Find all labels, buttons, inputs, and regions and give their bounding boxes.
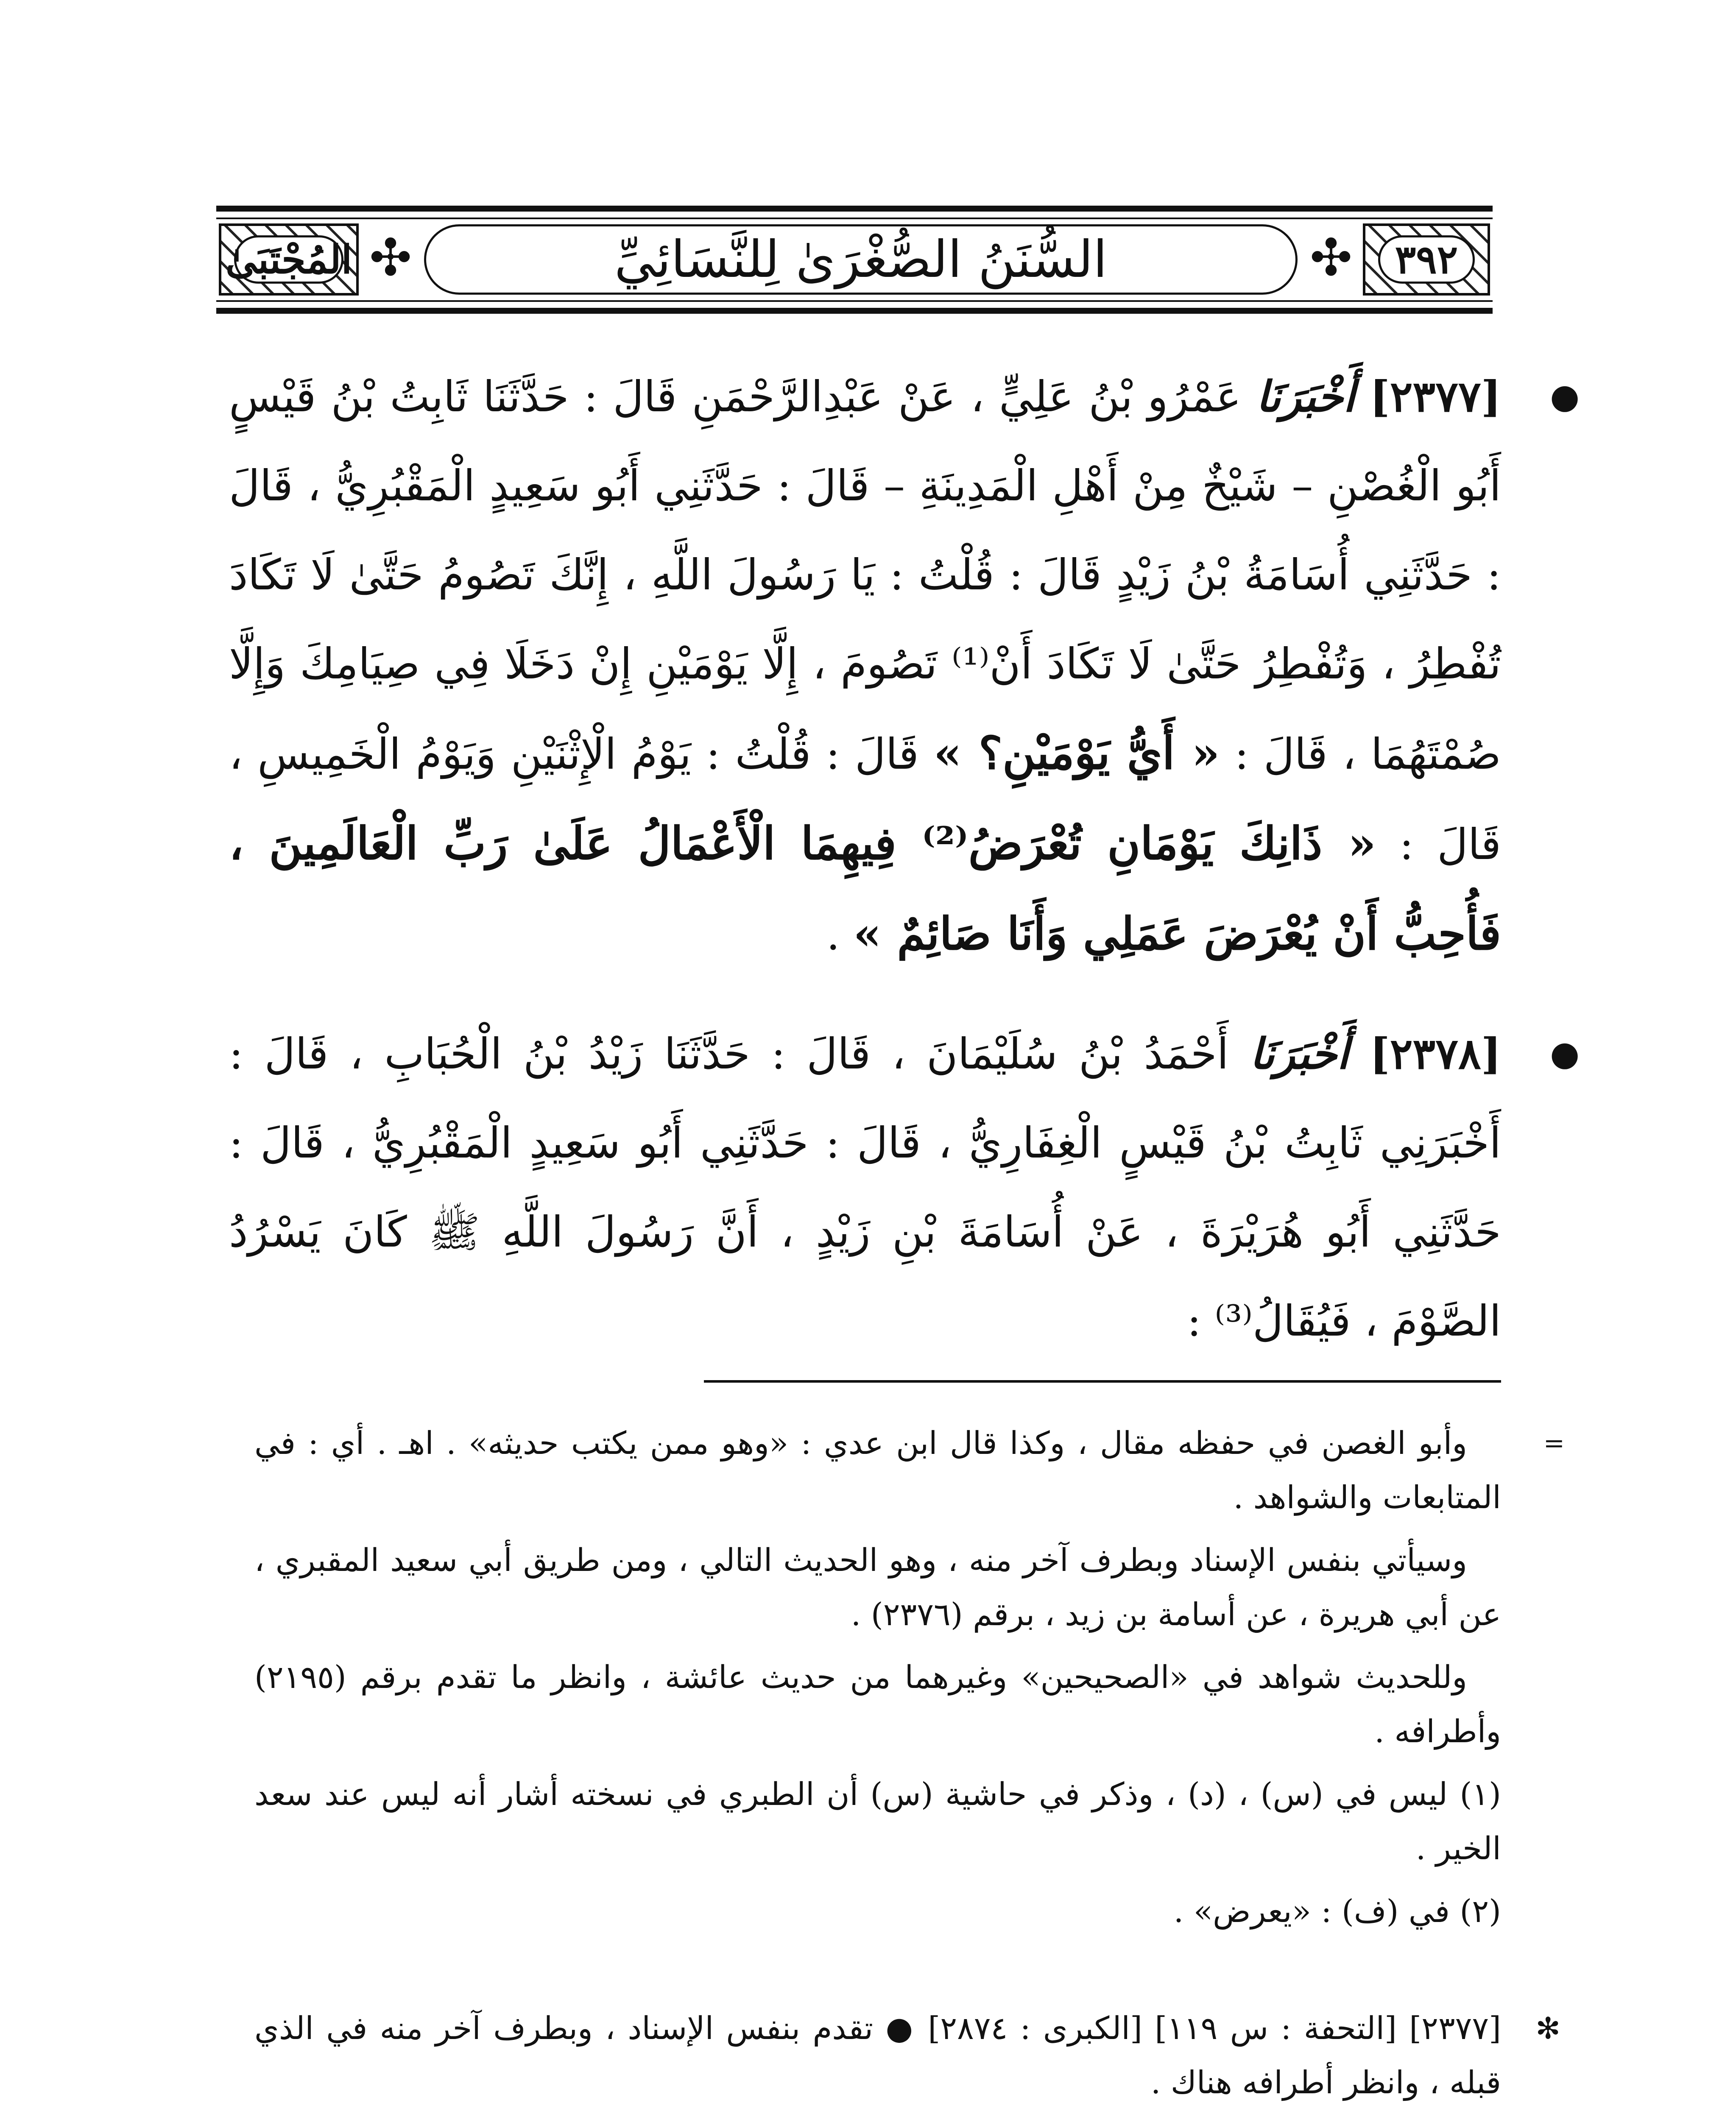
- footnote-note: (١) ليس في (س) ، (د) ، وذكر في حاشية (س) أن الطبري في نسخته أشار أنه ليس عند سعد الخير .: [254, 1776, 1501, 1867]
- book-label-ornament: [219, 223, 359, 296]
- bullet-icon: ●: [1550, 377, 1580, 416]
- footnote-note: (٢) في (ف) : «يعرض» .: [1173, 1893, 1501, 1930]
- footnotes: [254, 1416, 1565, 1947]
- hadith-quote: « أَيُّ يَوْمَيْنِ؟ »: [933, 726, 1220, 779]
- commentary-paragraph: [254, 2117, 1501, 2120]
- hadith-text: قَالَ : قُلْتُ : يَوْمُ الْإِثْنَيْنِ وَيَوْمُ الْخَمِيسِ ، قَالَ :: [229, 729, 1502, 869]
- hadith-number: [٢٣٧٨]: [1370, 1029, 1502, 1079]
- footnote-separator: [704, 1380, 1501, 1383]
- header-rule-bottom: [216, 300, 1493, 302]
- page-number-ornament: [1363, 223, 1490, 296]
- footnote-paragraph: وسيأتي بنفس الإسناد وبطرف آخر منه ، وهو الحديث التالي ، ومن طريق أبي سعيد المقبري ، عن أبي هريرة ، عن أسامة بن زيد ، برقم (٢٣٧٦) .: [254, 1542, 1501, 1633]
- page-header: [216, 206, 1493, 314]
- header-rule-top: [216, 218, 1493, 219]
- footnote-paragraph: وأبو الغصن في حفظه مقال ، وكذا قال ابن عدي : «وهو ممن يكتب حديثه» . اهـ . أي : في المتابعات والشواهد .: [254, 1425, 1501, 1516]
- knot-ornament-icon: ✣: [369, 229, 412, 287]
- commentary-heading: [254, 2001, 1501, 2110]
- commentary-ref: [٢٣٧٧] [التحفة : س ١١٩] [الكبرى : ٢٨٧٤]: [928, 2010, 1502, 2047]
- star-icon: ✻: [1535, 2011, 1560, 2046]
- hadith-2377: [229, 352, 1580, 979]
- hadith-quote: « ذَانِكَ يَوْمَانِ تُعْرَضُ⁽²⁾ فِيهِمَا الْأَعْمَالُ عَلَىٰ رَبِّ الْعَالَمِينَ ، فَأُحِبُّ أَنْ يُعْرَضَ عَمَلِي وَأَنَا صَائِمٌ »: [229, 817, 1501, 960]
- page-title: السُّنَنُ الصُّغْرَىٰ لِلنَّسَائِيِّ: [614, 230, 1108, 289]
- akhbarana-word: أَخْبَرَنَا: [1256, 371, 1355, 421]
- akhbarana-word: أَخْبَرَنَا: [1250, 1029, 1349, 1079]
- page-number: ٣٩٢: [1378, 235, 1475, 284]
- hadith-text: عَمْرُو بْنُ عَلِيٍّ ، عَنْ عَبْدِالرَّحْمَنِ قَالَ : حَدَّثَنَا ثَابِتُ بْنُ قَيْسٍ أَبُو الْغُصْنِ – شَيْخٌ مِنْ أَهْلِ الْمَدِينَةِ – قَالَ : حَدَّثَنِي أَبُو سَعِيدٍ الْمَقْبُرِيُّ ، قَالَ : حَدَّثَنِي أُسَامَةُ بْنُ زَيْدٍ قَالَ : قُلْتُ : يَا رَسُولَ اللَّهِ ، إِنَّكَ تَصُومُ حَتَّىٰ لَا تَكَادَ تُفْطِرُ ، وَتُفْطِرُ حَتَّىٰ لَا تَكَادَ أَنْ⁽¹⁾ تَصُومَ ، إِلَّا يَوْمَيْنِ إِنْ دَخَلَا فِي صِيَامِكَ وَإِلَّا صُمْتَهُمَا ، قَالَ :: [229, 372, 1502, 779]
- commentary: [254, 2001, 1560, 2120]
- continuation-mark: =: [1543, 1428, 1565, 1458]
- commentary-text: ● تقدم بنفس الإسناد ، وبطرف آخر منه في الذي قبله ، وانظر أطرافه هناك .: [254, 2010, 1501, 2101]
- hadith-text: أَحْمَدُ بْنُ سُلَيْمَانَ ، قَالَ : حَدَّثَنَا زَيْدُ بْنُ الْحُبَابِ ، قَالَ : أَخْبَرَنِي ثَابِتُ بْنُ قَيْسٍ الْغِفَارِيُّ ، قَالَ : حَدَّثَنِي أَبُو سَعِيدٍ الْمَقْبُرِيُّ ، قَالَ : حَدَّثَنِي أَبُو هُرَيْرَةَ ، عَنْ أُسَامَةَ بْنِ زَيْدٍ ، أَنَّ رَسُولَ اللَّهِ ﷺ كَانَ يَسْرُدُ الصَّوْمَ ، فَيُقَالُ⁽³⁾ :: [229, 1029, 1501, 1346]
- book-label: المُجْتَبَىٰ: [234, 235, 343, 284]
- hadith-2378: [229, 1009, 1580, 1366]
- knot-ornament-icon: ✣: [1309, 229, 1353, 287]
- bullet-icon: ●: [1550, 1034, 1580, 1073]
- hadith-end: .: [826, 910, 840, 960]
- hadith-number: [٢٣٧٧]: [1370, 371, 1501, 421]
- footnote-paragraph: وللحديث شواهد في «الصحيحين» وغيرهما من حديث عائشة ، وانظر ما تقدم برقم (٢١٩٥) وأطرافه .: [254, 1659, 1501, 1750]
- title-panel: [424, 224, 1298, 295]
- main-text: [229, 352, 1580, 1395]
